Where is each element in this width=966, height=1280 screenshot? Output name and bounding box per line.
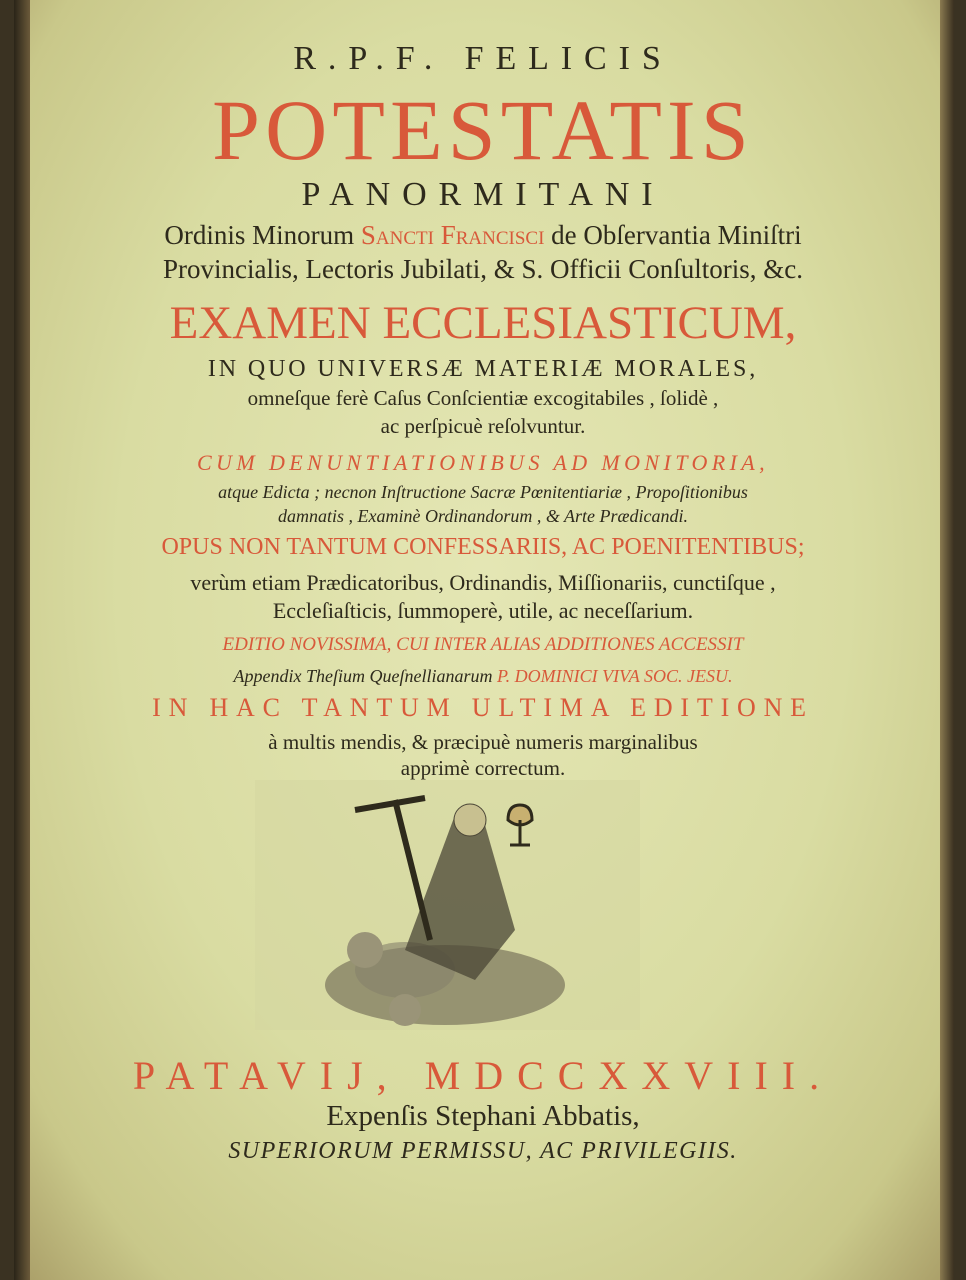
cum-line-3: damnatis , Examinè Ordinandorum , & Arte Prædicandi. xyxy=(278,506,688,526)
editio-line: EDITIO NOVISSIMA, CUI INTER ALIAS ADDITIONES ACCESSIT xyxy=(222,634,744,655)
cum-line-2: atque Edicta ; necnon Inſtructione Sacræ Pœnitentiariæ , Propoſitionibus xyxy=(218,482,748,502)
ultima-line: IN HAC TANTUM ULTIMA EDITIONE xyxy=(152,693,814,722)
order-line-1c: de Obſervantia Miniſtri xyxy=(551,220,802,250)
order-line-2: Provincialis, Lectoris Jubilati, & S. Officii Conſultoris, &c. xyxy=(163,254,803,284)
appendix-author: P. DOMINICI VIVA SOC. JESU. xyxy=(497,666,733,686)
order-line-1 xyxy=(0,220,966,251)
subtitle-3: ac perſpicuè reſolvuntur. xyxy=(380,414,586,438)
cum-line: CUM DENUNTIATIONIBUS AD MONITORIA, xyxy=(196,450,770,475)
opus-line-3: Eccleſiaſticis, ſummoperè, utile, ac neceſſarium. xyxy=(272,598,694,623)
author-prefix: R.P.F. FELICIS xyxy=(293,40,673,77)
opus-line-2: verùm etiam Prædicatoribus, Ordinandis, Miſſionariis, cunctiſque , xyxy=(190,570,776,595)
author-origin: PANORMITANI xyxy=(301,176,665,213)
ultima-line-3: apprimè correctum. xyxy=(400,756,566,780)
subtitle-2: omneſque ferè Caſus Conſcientiæ excogitabiles , ſolidè , xyxy=(247,386,719,410)
imprint-place-date: PATAVIJ, MDCCXXVIII. xyxy=(132,1053,834,1098)
subtitle-1: IN QUO UNIVERSÆ MATERIÆ MORALES, xyxy=(207,356,759,382)
opus-line: OPUS NON TANTUM CONFESSARIIS, AC POENITENTIBUS; xyxy=(161,534,805,560)
main-title: EXAMEN ECCLESIASTICUM, xyxy=(169,297,797,349)
engraving-saint-with-cross-and-chalice xyxy=(255,780,640,1030)
order-line-1a: Ordinis Minorum xyxy=(164,220,355,250)
imprint-publisher: Expenſis Stephani Abbatis, xyxy=(326,1100,640,1132)
appendix-line xyxy=(0,666,966,687)
author-name: POTESTATIS xyxy=(212,82,754,178)
order-line-1b: Sancti Francisci xyxy=(360,220,545,250)
ultima-line-2: à multis mendis, & præcipuè numeris marginalibus xyxy=(268,730,698,754)
appendix-text: Appendix Theſium Queſnellianarum xyxy=(233,666,493,686)
imprint-permission: SUPERIORUM PERMISSU, AC PRIVILEGIIS. xyxy=(228,1138,738,1164)
